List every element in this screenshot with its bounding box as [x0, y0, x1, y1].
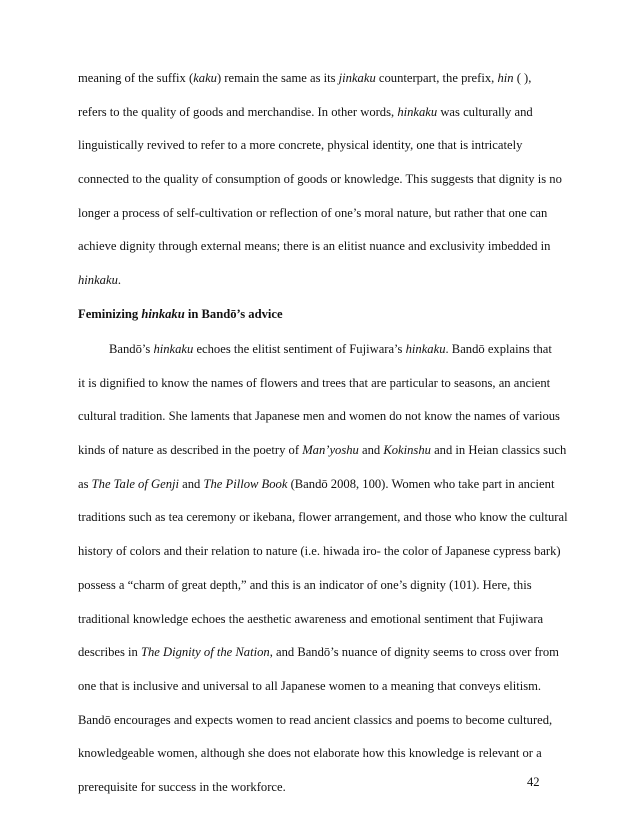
text-run: ) remain the same as its: [216, 71, 339, 85]
text-run: describes in: [78, 645, 141, 660]
text-line: [78, 678, 570, 712]
text-line: [78, 408, 570, 442]
italic-run: The Dignity of the Nation: [140, 645, 270, 660]
text-run: Bandō encourages and expects women to read ancient classics and poems to become cultured,: [78, 712, 553, 727]
text-line: [78, 70, 570, 104]
text-run: one that is inclusive and universal to all Japanese women to a meaning that conveys elitism.: [78, 678, 542, 693]
italic-run: hin: [497, 71, 514, 85]
text-line: [78, 272, 570, 306]
text-line: [78, 779, 570, 813]
text-line: [78, 611, 570, 645]
text-line: [78, 577, 570, 611]
text-run: knowledgeable women, although she does not elaborate how this knowledge is relevant or a: [78, 746, 542, 761]
text-run: as: [78, 476, 92, 491]
text-run: and: [179, 476, 204, 491]
italic-run: hinkaku: [141, 307, 185, 321]
text-run: connected to the quality of consumption of goods or knowledge. This suggests that dignity is no: [78, 172, 562, 187]
text-line: [78, 171, 570, 205]
text-run: Bandō’s: [109, 342, 154, 356]
text-line: [78, 205, 570, 239]
text-line: [78, 341, 570, 375]
text-run: prerequisite for success in the workforce.: [78, 779, 286, 794]
text-line: [78, 238, 570, 272]
italic-run: hinkaku: [405, 342, 446, 356]
italic-run: hinkaku: [153, 342, 194, 356]
text-run: .: [117, 273, 122, 288]
text-run: was culturally and: [437, 104, 533, 119]
text-run: it is dignified to know the names of flowers and trees that are particular to seasons, an ancient: [78, 375, 551, 390]
text-run: . Bandō explains that: [445, 342, 552, 356]
text-line: [78, 137, 570, 171]
text-line: [78, 476, 570, 510]
text-line: [78, 104, 570, 138]
text-run: achieve dignity through external means; there is an elitist nuance and exclusivity imbedded in: [78, 239, 551, 254]
text-line: [78, 712, 570, 746]
text-run: linguistically revived to refer to a more concrete, physical identity, one that is intricately: [78, 138, 523, 153]
text-run: cultural tradition. She laments that Japanese men and women do not know the names of various: [78, 409, 560, 424]
text-run: and in Heian classics such: [430, 443, 567, 458]
text-run: , and Bandō’s nuance of dignity seems to cross over from: [269, 645, 559, 660]
paragraph-1: [78, 70, 570, 306]
text-line: [78, 745, 570, 779]
section-heading: [78, 306, 283, 323]
text-run: traditional knowledge echoes the aesthetic awareness and emotional sentiment that Fujiwara: [78, 611, 544, 626]
text-run: in Bandō’s advice: [184, 307, 283, 321]
text-run: kinds of nature as described in the poetry of: [78, 443, 303, 458]
text-run: possess a “charm of great depth,” and this is an indicator of one’s dignity (101). Here, this: [78, 577, 532, 592]
italic-run: jinkaku: [338, 71, 376, 85]
page-number: 42: [527, 775, 540, 789]
italic-run: kaku: [193, 71, 217, 85]
text-run: traditions such as tea ceremony or ikebana, flower arrangement, and those who know the cultural: [78, 510, 568, 525]
text-run: meaning of the suffix (: [78, 71, 194, 85]
text-run: Feminizing: [78, 307, 142, 321]
text-run: ( ),: [513, 71, 532, 85]
italic-run: hinkaku: [78, 273, 118, 288]
italic-run: The Tale of Genji: [91, 476, 179, 491]
text-run: history of colors and their relation to nature (i.e. hiwada iro- the color of Japanese cypress bark): [78, 544, 561, 559]
text-run: counterpart, the prefix,: [375, 71, 498, 85]
text-run: longer a process of self-cultivation or reflection of one’s moral nature, but rather that one can: [78, 205, 548, 220]
text-run: echoes the elitist sentiment of Fujiwara’s: [193, 342, 406, 356]
text-line: [78, 442, 570, 476]
text-line: [78, 543, 570, 577]
italic-run: The Pillow Book: [203, 476, 288, 491]
text-run: and: [358, 443, 384, 458]
text-line: [78, 509, 570, 543]
text-line: [78, 375, 570, 409]
italic-run: hinkaku: [397, 104, 438, 119]
text-run: refers to the quality of goods and merchandise. In other words,: [78, 104, 398, 119]
italic-run: Kokinshu: [383, 443, 431, 458]
italic-run: Man’yoshu: [302, 443, 359, 458]
text-line: [78, 644, 570, 678]
paragraph-2: [78, 341, 570, 813]
text-run: (Bandō 2008, 100). Women who take part in ancient: [287, 476, 555, 491]
